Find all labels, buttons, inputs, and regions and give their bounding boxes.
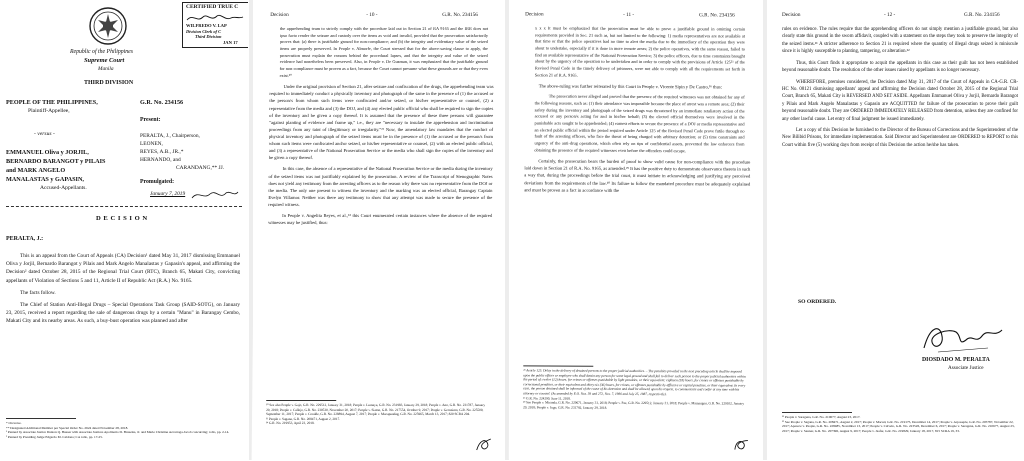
footnote: ²⁵ Article 125. Delay in the delivery of detained persons to the proper judicial authorities. – The penalties provided in the next preceding article shall be imposed upon the public officer or employee who shall detain any person for some legal ground and shall fail to deliver such person to the proper judicial authorities within the period of; twelve (12) hours, for crimes or offenses punishable by light penalties, or their equivalent; eighteen (18) hours, for crimes or offenses punishable by correctional penalties, or their equivalent and thirty-six (36) hours, for crimes, or offenses punishable by afflictive or capital penalties, or their equivalent. In every case, the person detained shall be informed of the cause of his detention and shall be allowed upon his request, to communicate and confer at any time with his attorney or counsel. (As amended by E.O. Nos. 59 and 272, Nov. 7, 1986 and July 25, 1987, respectively). — [523, 368, 746, 397]
decision-heading: D E C I S I O N — [96, 215, 148, 222]
certified-true-copy-stamp — [182, 2, 248, 48]
promulgation-signature — [190, 188, 240, 202]
justice-name: DIOSDADO M. PERALTA — [922, 357, 990, 363]
paragraph: The facts follow. — [20, 289, 56, 296]
document-page-10 — [252, 0, 507, 460]
footnote: ¹ Penned by Associate Justice Danton Q. Bueser with Associate Justices Apolinario D. Bruselas, Jr. and Marie Christine Azcarraga-Jacob concurring; rollo, pp. 2-14. — [6, 430, 230, 435]
footnote-rule — [782, 412, 852, 413]
party-appellant-line-4: MANALASTAS y GAPASIN, — [6, 176, 84, 183]
stamp-date: JAN 17 — [223, 40, 238, 45]
ponente-label: PERALTA, J.: — [6, 236, 44, 242]
party-appellant-line-3: and MARK ANGELO — [6, 167, 66, 174]
footnote: ² Penned by Presiding Judge Edgardo M. Caldona; CA rollo, pp. 17-25. — [6, 434, 103, 439]
footnote: ²⁰ See also People v. Gajo, G.R. No. 229512, January 31, 2018; People v. Lumaya, G.R. No. 231983, January 29, 2018; People v. Ano, G.R. No. 231787, January 29, 2018; People v. Callejo, G.R. No. 230530, November 20, 2017; People v. Siaton, G.R. No. 217554, October 9, 2017; People v. Geronimo, G.R. No. 225500, September 11, 2017; People v. Ceralde, G.R. No. 228894, August 7, 2017; People v. Macapundag, G.R. No. 225965, March 13, 2017; 820 SCRA 204. — [266, 403, 486, 417]
party-appellee-role: Plaintiff-Appellee, — [28, 108, 70, 114]
block-quote: the apprehending team to strictly comply with the procedure laid out in Section 21 of RA 9165 and the IRR does not ipso facto render the seizure and custody over the items as void and invalid, provided that the prosecution satisfactorily proves that: (a) there is justifiable ground for non-compliance; and (b) the integrity and evidentiary value of the seized items are properly preserved. In People v. Almorfe, the Court stressed that for the above-saving clause to apply, the prosecution must explain the reasons behind the procedural lapses, and that the integrity and value of the seized evidence had nonetheless been preserved. Also, in People v. De Guzman, it was emphasized that the justifiable ground for non-compliance must be proven as a fact, because the Court cannot presume what these grounds are or that they even exist.²⁰ — [279, 26, 489, 78]
paragraph: In People v. Angelita Reyes, et al.,²⁴ this Court enumerated certain instances where the absence of the required witnesses may be justified, thus: — [268, 213, 493, 226]
page-header-right: G.R. No. 234156 — [699, 12, 735, 19]
stamp-name: WILFREDO V. LAP — [186, 23, 227, 28]
footnote-rule — [6, 418, 76, 419]
footnote: ²⁹ See People v. Miranda, G.R. No. 229671, January 31, 2018; People v. Paz, G.R. No. 229512, January 31, 2018; People v. Mamangon, G.R. No. 229102, January 29, 2018; People v. Jugo, G.R. No. 231792, January 29, 2018. — [523, 400, 745, 410]
paragraph: rules on evidence. The rules require that the apprehending officers do not simply mention a justifiable ground, but also clearly state this ground in the sworn affidavit, coupled with a statement on the steps they took to preserve the integrity of the seized items.³¹ A stricter adherence to Section 21 is required where the quantity of illegal drugs seized is miniscule since it is highly susceptible to planting, tampering, or alteration.³² — [782, 27, 1018, 55]
page-header-left: Decision — [525, 11, 544, 18]
paragraph: The above-ruling was further reiterated by this Court in People v. Vicente Sipin y De Castro,²⁶ thus: — [538, 83, 722, 90]
document-page-11 — [509, 0, 763, 461]
bench-member-3: REYES, A.B., JR.,* — [140, 149, 184, 155]
versus-label: - versus - — [34, 131, 55, 137]
page-11-footnotes — [523, 368, 749, 411]
page-header-number: - 12 - — [884, 12, 896, 18]
paragraph: Let a copy of this Decision be furnished to the Director of the Bureau of Corrections and the Superintendent of the New Bilibid Prisons, for immediate implementation. Said Director and Superintendent are ORDERED to REPORT to this Court within five (5) working days from receipt of this Decision the action he/she has taken. — [782, 128, 1018, 148]
footnote: ²⁶ G.R. No. 224290, June 11, 2018. — [523, 395, 571, 401]
footnote-rule — [523, 365, 593, 366]
republic-heading: Republic of the Philippines — [70, 49, 133, 55]
division-heading: THIRD DIVISION — [84, 80, 134, 86]
court-heading: Supreme Court — [84, 57, 125, 64]
page-10-body — [268, 26, 494, 230]
page-12-body — [782, 26, 1018, 153]
paragraph: Thus, this Court finds it appropriate to acquit the appellants in this case as their guilt has not been established beyond reasonable doubt. The resolution of the other issues raised by appellants is no longer necessary. — [782, 60, 1018, 74]
footnote: ** Designated Additional Member per Special Order No. 2624 dated November 28, 2018. — [6, 425, 129, 430]
page-12-footnotes — [782, 415, 1018, 433]
paragraph: Certainly, the prosecution bears the burden of proof to show valid cause for non-compliance with the procedure laid down in Section 21 of R.A. No. 9165, as amended.²⁹ It has the positive duty to demonstrate observance thereto in such a way that, during the proceedings before the trial court, it must initiate in acknowledging and justifying any perceived deviations from the requirements of the law.³⁰ Its failure to follow the mandated procedure must be adequately explained and must be proven as a fact in accordance with the — [524, 158, 751, 193]
footnote: * On leave. — [6, 421, 22, 425]
footnote: ³² See People v. Sagana, G.R. No. 208471, August 2, 2017; People v. Macud, G.R. No. 219175, December 14, 2017; People v. Arposeple, G.R. No. 205787, November 22, 2017; Aparece v. People, G.R. No. 228485, November 13, 2017; People v. Calvelo, G.R. No. 223526, December 6, 2017; People v. Saragena, G.R. No. 210677, August 23, 2017; People v. Saunar, G.R. No. 207396, August 9, 2017; People v. Jaafar, G.R. No. 219829, January 18, 2017, 815 SCRA 19, 33. — [782, 419, 1015, 433]
page-gap — [763, 0, 767, 460]
handwritten-initial — [474, 436, 494, 454]
page-header-number: - 10 - — [366, 12, 378, 18]
gr-number: G.R. No. 234156 — [140, 99, 184, 106]
paragraph: This is an appeal from the Court of Appeals (CA) Decision¹ dated May 31, 2017 dismissing Emmanuel Oliva y Jorjil, Bernardo Barangot y Pilais and Mark Angelo Manalastas y Gapasin's appeal, and affirming the Decision² dated October 28, 2015 of the Regional Trial Court (RTC), Branch 65, Makati City, convicting appellants of Violation of Sections 5 and 11, Article II of Republic Act (R.A.) No. 9165. — [6, 253, 240, 284]
document-page-1 — [0, 0, 248, 460]
page-header-right: G.R. No. 234156 — [964, 12, 1000, 18]
promulgated-label: Promulgated: — [140, 179, 175, 185]
party-appellant-role: Accused-Appellants. — [40, 185, 87, 191]
justice-signature — [918, 318, 1008, 358]
page-1-body — [6, 252, 240, 330]
page-11-body — [524, 25, 751, 198]
caption-divider — [6, 206, 242, 208]
footnote-rule — [266, 400, 336, 401]
page-header-number: - 11 - — [623, 11, 635, 18]
paragraph: In this case, the absence of a representative of the National Prosecution Service or the media during the inventory of the seized items was not justifiably explained by the prosecution. A review of the Transcript of Stenographic Notes does not yield any testimony from the arresting officers as to the reason why there was no representative from the DOJ or the media. The only one present to witness the inventory and the marking was an elected official, Barangay Captain Evelyn Villamor. Neither was there any testimony to show that any attempt was made to secure the presence of the required witness. — [268, 166, 493, 207]
stamp-title: CERTIFIED TRUE C — [186, 4, 239, 10]
stamp-role: Division Clerk of C — [186, 29, 222, 34]
paragraph: The Chief of Station Anti-Illegal Drugs – Special Operations Task Group (SAID-SOTG), on January 23, 2015, received a report regarding the sale of dangerous drugs by a certain "Manu" in Barangay Cembo, Makati City and its nearby areas. As such, a buy-bust operation was planned and after — [6, 302, 240, 325]
page-1-footnotes — [6, 421, 240, 439]
page-10-footnotes — [266, 403, 490, 426]
bench-member-1: PERALTA, J., Chairperson, — [140, 133, 200, 139]
party-appellant-line-2: BERNARDO BARANGOT y PILAIS — [6, 158, 106, 165]
page-header-left: Decision — [782, 12, 801, 18]
paragraph: Under the original provision of Section 21, after seizure and confiscation of the drugs, the apprehending team was required to immediately conduct a physically inventory and photograph of the same in the presence of (1) the accused or the person/s from whom such items were confiscated and/or seized, or his/her representative or counsel, (2) a representative from the media and (3) the DOJ, and (4) any elected public official who shall be required to sign the copies of the inventory and be given a copy thereof. It is assumed that the presence of these three persons will guarantee "against planting of evidence and frame up," i.e., they are "necessary to insulate the apprehension and incrimination proceedings from any taint of illegitimacy or irregularity."²¹ Now, the amendatory law mandates that the conduct of physical inventory and photograph of the seized items must be in the presence of (1) the accused or the person/s from whom such items were confiscated and/or seized, or his/her representative or counsel, (2) with an elected public official, and (3) a representative of the National Prosecution Service or the media who shall sign the copies of the inventory and be given a copy thereof. — [268, 84, 494, 161]
so-ordered-label: SO ORDERED. — [798, 299, 837, 305]
block-quote: x x x It must be emphasized that the prosecution must be able to prove a justifiable ground in omitting certain requirements provided in Sec. 21 such as, but not limited to the following: 1) media representatives are not available at that time or that the police operatives had no time to alert the media due to the immediacy of the operation they were about to undertake, especially if it is done in more remote areas; 2) the police operatives, with the same reason, failed to find an available representative of the National Prosecution Service; 3) the police officers, due to time constraints brought about by the urgency of the operation to be undertaken and in order to comply with the provisions of Article 125²⁵ of the Revised Penal Code in the timely delivery of prisoners, were not able to comply with all the requirements set forth in Section 21 of R.A. 9165. — [534, 25, 746, 78]
present-label: Present: — [140, 117, 161, 123]
bench-member-4: HERNANDO, and — [140, 157, 181, 163]
footnote: ²⁴ G.R. No. 219953, April 23, 2018. — [265, 421, 315, 426]
footnote: ²¹ People v. Sagana, G.R. No. 208471, August 2, 2017. — [266, 416, 341, 421]
party-appellee: PEOPLE OF THE PHILIPPINES, — [6, 99, 98, 106]
supreme-court-seal — [88, 6, 128, 46]
handwritten-initial — [731, 436, 751, 454]
promulgated-date: January 7, 2019 — [150, 191, 186, 197]
bench-member-5: CARANDANG,** JJ. — [176, 165, 225, 171]
dispositive-paragraph: WHEREFORE, premises considered, the Decision dated May 31, 2017 of the Court of Appeals in CA-G.R. CR-HC No. 08121 dismissing appellants' appeal and affirming the Decision dated October 28, 2015 of the Regional Trial Court, Branch 65, Makati City is REVERSED AND SET ASIDE. Appellants Emmanuel Oliva y Jorjil, Bernardo Barangot y Pilais and Mark Angelo Manalastas y Gapasin are ACQUITTED for failure of the prosecution to prove their guilt beyond reasonable doubt. They are ORDERED IMMEDIATELY RELEASED from detention, unless they are confined for any other lawful cause. Let entry of final judgment be issued immediately. — [782, 79, 1018, 122]
page-header-left: Decision — [270, 12, 289, 18]
justice-title: Associate Justice — [948, 365, 984, 371]
document-page-12 — [768, 0, 1024, 460]
bench-member-2: LEONEN, — [140, 141, 163, 147]
footnote: ³¹ People v. Saragena, G.R. No. 210677, August 23, 2017. — [782, 415, 861, 419]
block-quote: The prosecution never alleged and proved that the presence of the required witnesses was not obtained for any of the following reasons, such as: (1) their attendance was impossible because the place of arrest was a remote area; (2) their safety during the inventory and photograph of the seized drugs was threatened by an immediate retaliatory action of the accused or any person/s acting for and in his/her behalf; (3) the elected official themselves were involved in the punishable acts sought to be apprehended; (4) earnest efforts to secure the presence of a DOJ or media representative and an elected public official within the period required under Article 125 of the Revised Penal Code prove futile through no fault of the arresting officers, who face the threat of being charged with arbitrary detention; or (5) time constraints and urgency of the anti-drug operations, which often rely on tips of confidential assets, prevented the law enforcers from obtaining the presence of the required witnesses even before the offenders could escape. — [534, 93, 745, 153]
party-appellant-line-1: EMMANUEL Oliva y JORJIL, — [6, 149, 89, 156]
page-header-right: G.R. No. 234156 — [442, 12, 478, 18]
city-heading: Manila — [98, 66, 114, 72]
stamp-division: Third Division — [195, 34, 222, 39]
